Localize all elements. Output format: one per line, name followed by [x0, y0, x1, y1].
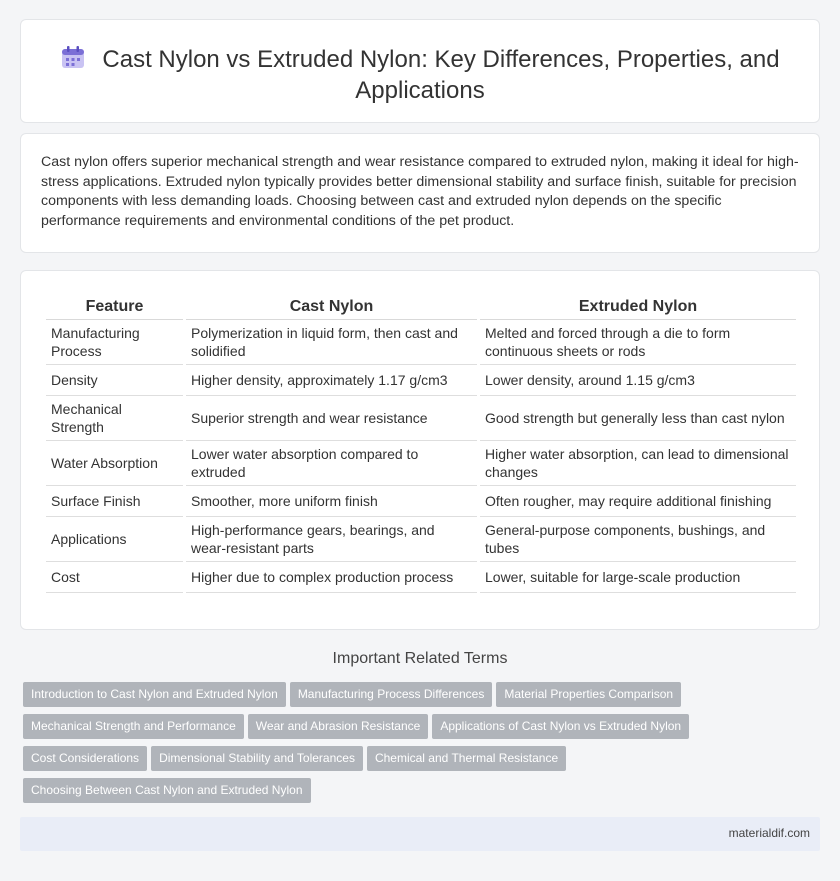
footer-site-link[interactable]: materialdif.com: [728, 826, 810, 840]
title-wrap: [21, 44, 819, 106]
cast-nylon-cell: Higher due to complex production process: [186, 562, 477, 593]
related-term-tag[interactable]: Wear and Abrasion Resistance: [248, 714, 429, 739]
table-row: [46, 320, 796, 365]
column-header-cast-nylon: Cast Nylon: [186, 295, 477, 320]
table-row: [46, 562, 796, 593]
extruded-nylon-cell: Often rougher, may require additional finishing: [480, 486, 796, 517]
cast-nylon-cell: Lower water absorption compared to extruded: [186, 441, 477, 486]
extruded-nylon-cell: Lower density, around 1.15 g/cm3: [480, 365, 796, 396]
calendar-icon: [60, 46, 86, 70]
comparison-table: [43, 295, 799, 593]
related-term-tag[interactable]: Introduction to Cast Nylon and Extruded Nylon: [23, 682, 286, 707]
feature-cell: Cost: [46, 562, 183, 593]
extruded-nylon-cell: General-purpose components, bushings, and tubes: [480, 517, 796, 562]
cast-nylon-cell: Higher density, approximately 1.17 g/cm3: [186, 365, 477, 396]
comparison-card: [20, 270, 820, 630]
related-term-tag[interactable]: Mechanical Strength and Performance: [23, 714, 244, 739]
cast-nylon-cell: High-performance gears, bearings, and wear-resistant parts: [186, 517, 477, 562]
footer: [20, 817, 820, 851]
related-term-tag[interactable]: Manufacturing Process Differences: [290, 682, 493, 707]
related-term-tag[interactable]: Chemical and Thermal Resistance: [367, 746, 566, 771]
related-term-tag[interactable]: Cost Considerations: [23, 746, 147, 771]
extruded-nylon-cell: Melted and forced through a die to form continuous sheets or rods: [480, 320, 796, 365]
page-title: Cast Nylon vs Extruded Nylon: Key Differences, Properties, and Applications: [102, 46, 780, 104]
table-row: [46, 517, 796, 562]
cast-nylon-cell: Polymerization in liquid form, then cast and solidified: [186, 320, 477, 365]
feature-cell: Density: [46, 365, 183, 396]
related-terms-title: Important Related Terms: [332, 650, 508, 667]
column-header-feature: Feature: [46, 295, 183, 320]
header-card: [20, 19, 820, 123]
extruded-nylon-cell: Higher water absorption, can lead to dimensional changes: [480, 441, 796, 486]
related-term-tag[interactable]: Choosing Between Cast Nylon and Extruded Nylon: [23, 778, 311, 803]
feature-cell: Mechanical Strength: [46, 396, 183, 441]
related-term-tag[interactable]: Material Properties Comparison: [496, 682, 681, 707]
feature-cell: Surface Finish: [46, 486, 183, 517]
table-row: [46, 396, 796, 441]
extruded-nylon-cell: Lower, suitable for large-scale production: [480, 562, 796, 593]
feature-cell: Applications: [46, 517, 183, 562]
table-row: [46, 365, 796, 396]
summary-text: Cast nylon offers superior mechanical strength and wear resistance compared to extruded nylon, making it ideal for high-stress applications. Extruded nylon typically provides better dimensional stability and surface finish, suitable for precision components with less demanding loads. Choosing between cast and extruded nylon depends on the specific performance requirements and environmental conditions of the pet product.: [41, 154, 799, 230]
extruded-nylon-cell: Good strength but generally less than cast nylon: [480, 396, 796, 441]
feature-cell: Manufacturing Process: [46, 320, 183, 365]
related-term-tag[interactable]: Applications of Cast Nylon vs Extruded Nylon: [432, 714, 689, 739]
related-terms-list: [23, 682, 743, 810]
column-header-extruded-nylon: Extruded Nylon: [480, 295, 796, 320]
cast-nylon-cell: Superior strength and wear resistance: [186, 396, 477, 441]
table-row: [46, 486, 796, 517]
related-term-tag[interactable]: Dimensional Stability and Tolerances: [151, 746, 363, 771]
cast-nylon-cell: Smoother, more uniform finish: [186, 486, 477, 517]
feature-cell: Water Absorption: [46, 441, 183, 486]
summary-card: [20, 133, 820, 253]
table-header-row: [46, 295, 796, 320]
table-row: [46, 441, 796, 486]
